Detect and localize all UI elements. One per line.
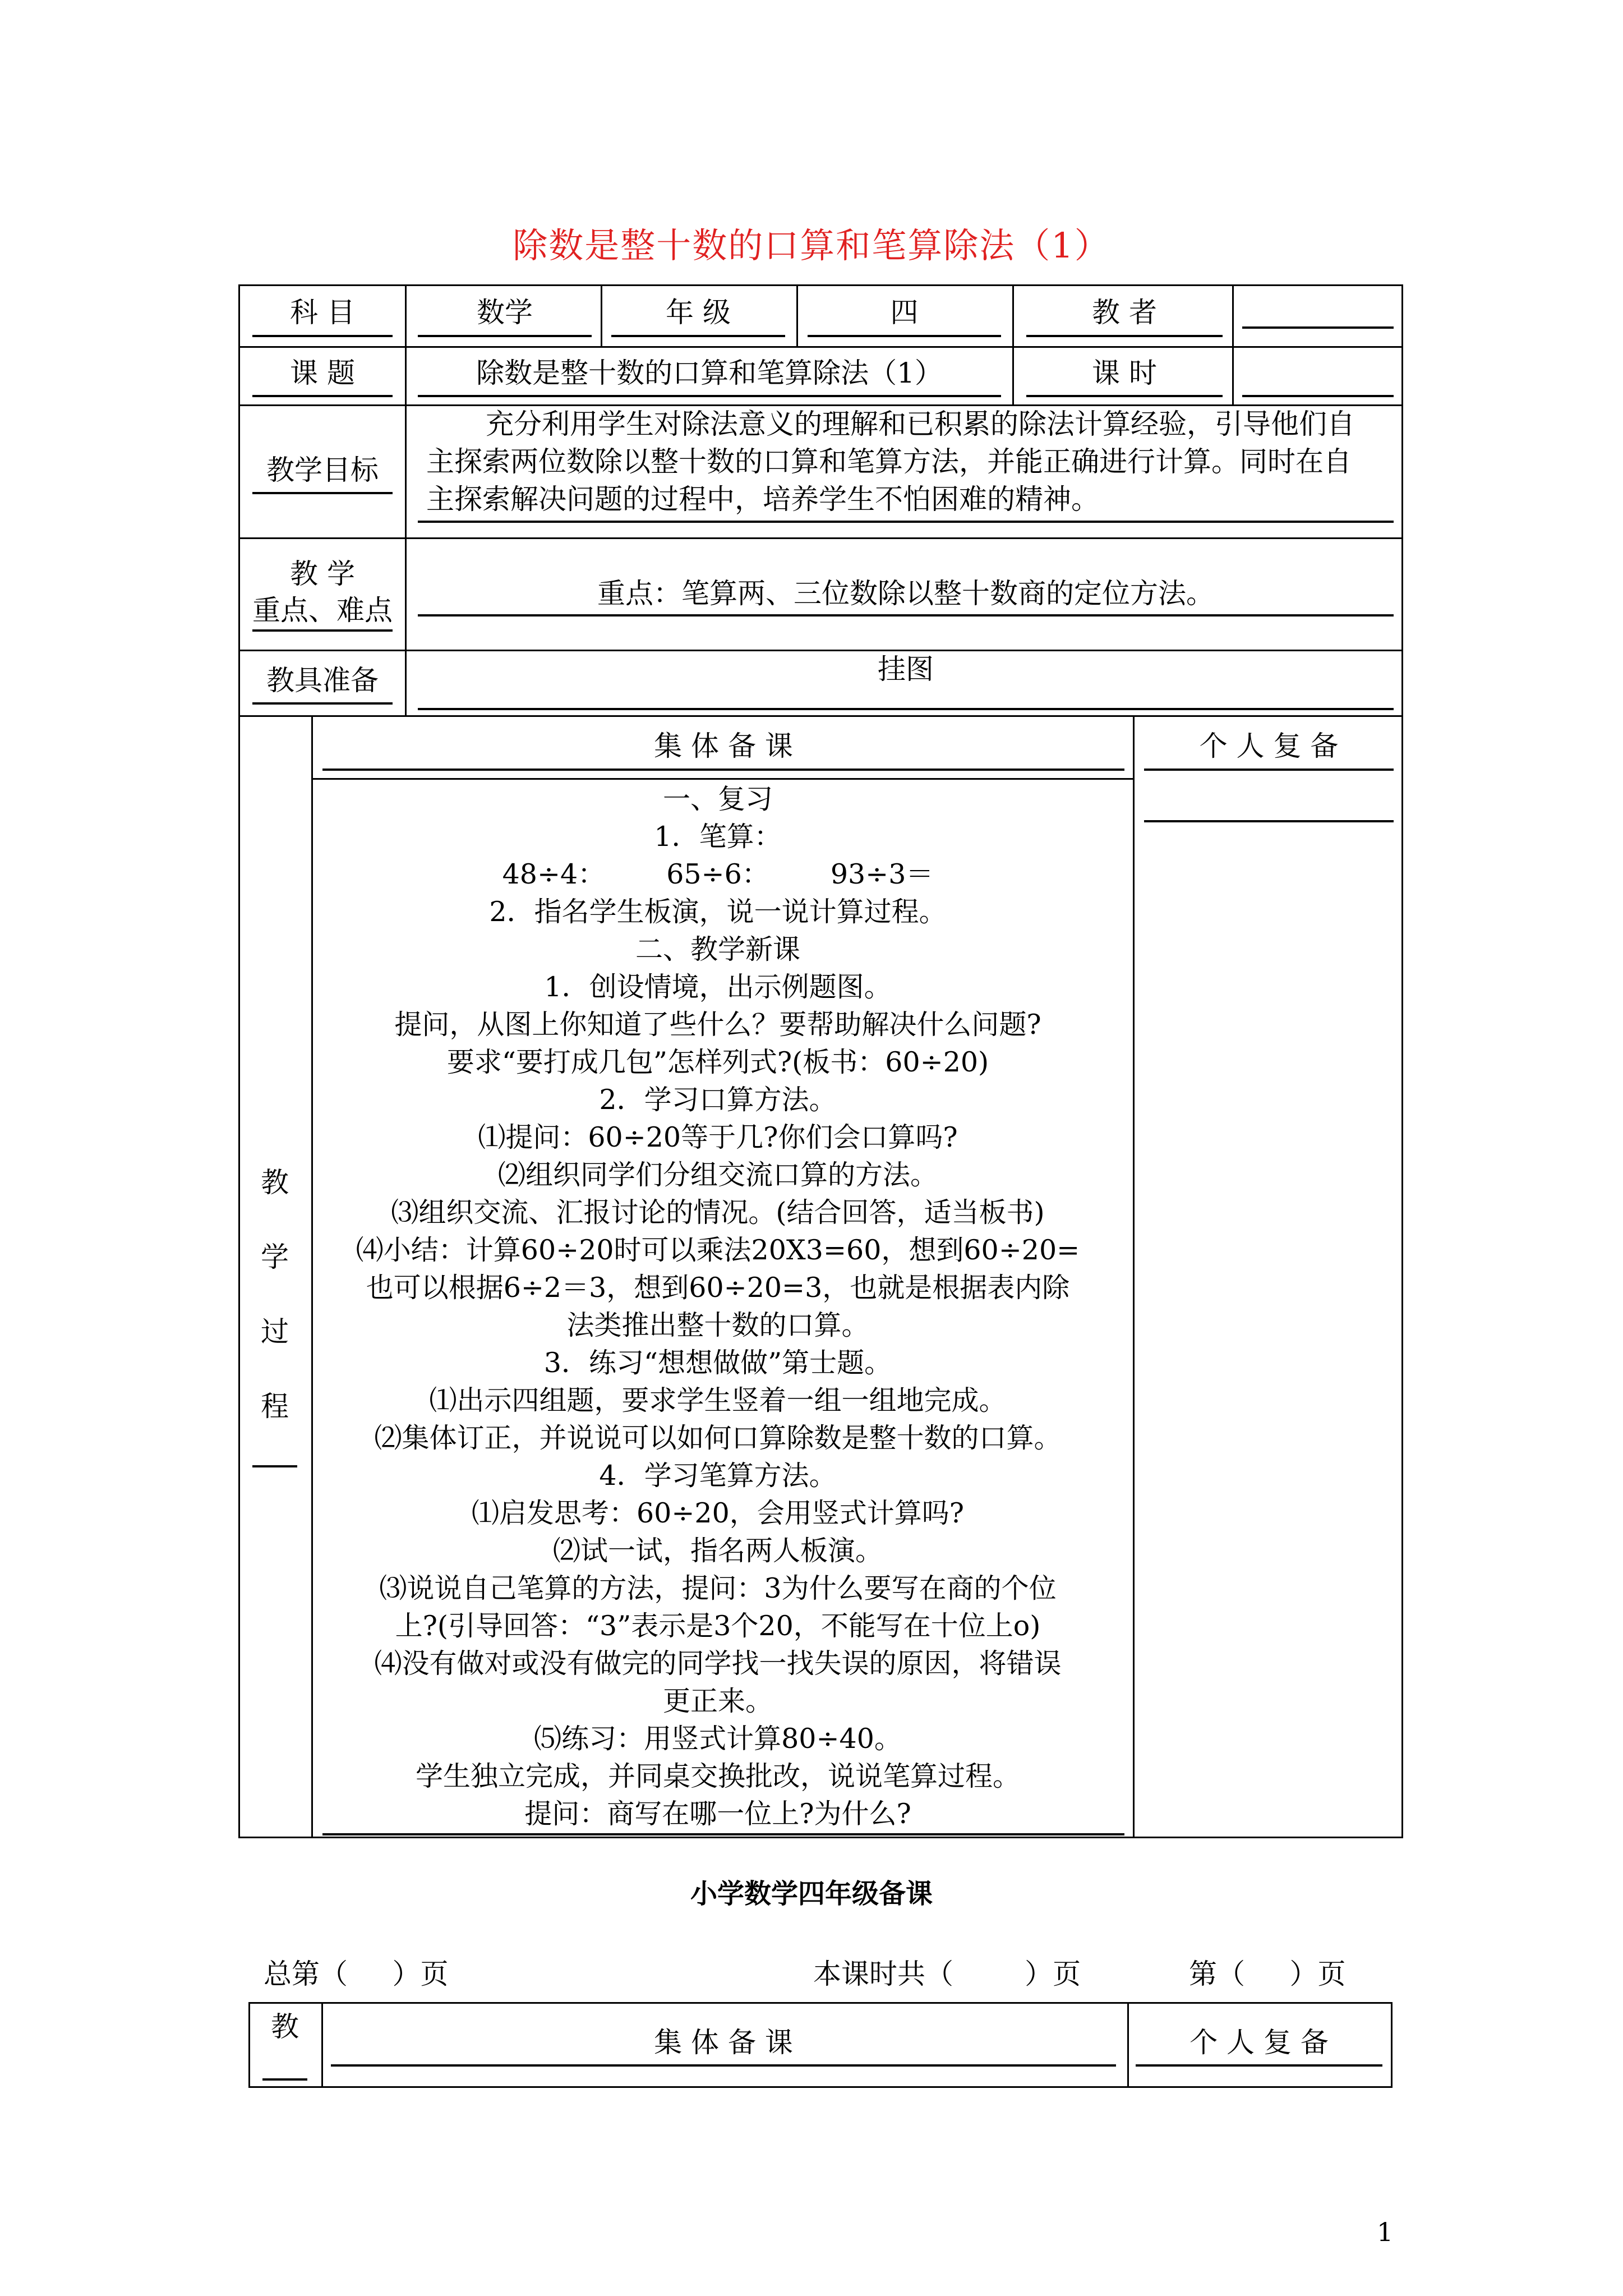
process-line: ⑵试一试，指名两人板演。 [552,1535,883,1567]
personal-header: 个 人 复 备 [1199,730,1339,762]
row-divider [238,715,1403,717]
key-points-label-line1: 教 学 [290,558,355,590]
cell-divider [796,284,798,346]
process-line: 1．笔算： [654,821,782,853]
cell-divider [601,284,602,346]
row-divider [238,537,1403,539]
grade-label: 年 级 [666,296,731,329]
process-line: ⑷没有做对或没有做完的同学找一找失误的原因，将错误 [374,1648,1062,1680]
process-line: 一、复习 [662,783,773,815]
subject-label: 科 目 [290,296,355,329]
underline [252,395,393,397]
key-points-text: 重点：笔算两、三位数除以整十数商的定位方法。 [597,577,1214,610]
underline [322,769,1124,771]
topic-label: 课 题 [290,357,355,389]
process-line: ⑵组织同学们分组交流口算的方法。 [497,1159,938,1191]
process-line: ⑶组织交流、汇报讨论的情况。(结合回答，适当板书) [391,1197,1045,1228]
process-line: 上?(引导回答：“3”表示是3个20，不能写在十位上o) [395,1610,1041,1642]
underline [252,335,393,337]
process-line: 二、教学新课 [635,933,800,965]
process-line: 2．学习口算方法。 [599,1084,837,1116]
personal-column-divider [1133,715,1135,1837]
table-border-left [238,284,240,1838]
underline [322,1833,1124,1835]
page-title: 除数是整十数的口算和笔算除法（1） [513,225,1110,266]
process-side-divider [311,715,313,1837]
page-number: 1 [1377,2217,1394,2247]
period-pages: 本课时共（ ）页 [813,1958,1081,1990]
table-border-top [248,2002,1393,2004]
underline [1026,335,1223,337]
underline [331,2064,1116,2067]
process-side-char: 过 [261,1315,289,1348]
table-border-right [1401,284,1403,1838]
total-pages: 总第（ ）页 [264,1958,449,1990]
cell-divider [1232,284,1234,404]
goals-label: 教学目标 [266,454,379,486]
continuation-side-label: 教 [271,2010,299,2043]
process-header-divider [311,778,1133,780]
footer-caption: 小学数学四年级备课 [690,1878,933,1910]
goals-line: 主探索解决问题的过程中，培养学生不怕困难的精神。 [426,483,1099,516]
process-line: 法类推出整十数的口算。 [566,1309,869,1341]
goals-line: 主探索两位数除以整十数的口算和笔算方法，并能正确进行计算。同时在自 [426,445,1352,478]
cell-divider [321,2002,323,2088]
process-line: 提问：商写在哪一位上?为什么? [524,1798,911,1830]
period-value-blank [1242,395,1394,397]
table-border-bottom [248,2086,1393,2088]
tools-label: 教具准备 [266,664,379,697]
process-side-char: 程 [261,1390,289,1423]
process-line: ⑶说说自己笔算的方法，提问：3为什么要写在商的个位 [379,1572,1057,1604]
key-points-label-line2: 重点、难点 [252,594,393,627]
underline [418,395,1001,397]
process-line: 2．指名学生板演，说一说计算过程。 [489,896,947,928]
subject-value: 数学 [477,296,533,329]
underline [611,335,785,337]
process-line: 要求“要打成几包”怎样列式?(板书：60÷20) [446,1046,989,1078]
table-border-top [238,284,1403,286]
underline [1026,395,1223,397]
cell-divider [1127,2002,1129,2088]
topic-value: 除数是整十数的口算和笔算除法（1） [476,357,943,389]
process-line: 1．创设情境，出示例题图。 [544,971,892,1003]
underline [252,629,393,632]
process-side-char: 教 [261,1166,289,1199]
process-side-char: 学 [261,1241,289,1273]
process-line: 学生独立完成，并同桌交换批改，说说笔算过程。 [415,1760,1020,1792]
underline [418,521,1394,523]
underline [418,614,1394,616]
process-line: 更正来。 [662,1685,773,1717]
underline [1144,769,1394,771]
collective-header: 集 体 备 课 [654,730,793,762]
row-divider [238,346,1403,348]
grade-value: 四 [890,296,919,329]
process-line: ⑷小结：计算60÷20时可以乘法20X3=60，想到60÷20= [356,1234,1080,1266]
underline [252,702,393,705]
page-counter: 第（ ）页 [1189,1958,1346,1990]
teacher-value-blank [1242,326,1394,329]
process-line: 48÷4： 65÷6： 93÷3＝ [502,858,934,890]
teacher-label: 教 者 [1092,296,1157,329]
label-column-divider [405,284,407,715]
underline [252,1465,297,1467]
process-line: 提问，从图上你知道了些什么？要帮助解决什么问题? [394,1009,1041,1041]
underline [808,335,1001,337]
underline [1136,2064,1382,2067]
process-line: 3．练习“想想做做”第士题。 [543,1347,892,1379]
table-border-right [1391,2002,1393,2088]
continuation-collective-header: 集 体 备 课 [654,2026,793,2059]
process-line: ⑸练习：用竖式计算80÷40。 [534,1723,902,1755]
underline [262,2078,307,2081]
continuation-personal-header: 个 人 复 备 [1189,2026,1329,2059]
underline [252,492,393,494]
table-border-bottom [238,1837,1403,1838]
cell-divider [1012,284,1014,404]
process-line: ⑴提问：60÷20等于几?你们会口算吗? [478,1121,958,1153]
process-line: 也可以根据6÷2＝3，想到60÷20=3，也就是根据表内除 [366,1272,1070,1304]
period-label: 课 时 [1092,357,1157,389]
personal-blank-line [1144,820,1394,822]
process-line: ⑵集体订正，并说说可以如何口算除数是整十数的口算。 [374,1422,1062,1454]
goals-line: 充分利用学生对除法意义的理解和已积累的除法计算经验，引导他们自 [486,408,1355,440]
underline [418,335,592,337]
tools-text: 挂图 [878,653,934,685]
underline [418,708,1394,710]
process-line: ⑴启发思考：60÷20，会用竖式计算吗? [471,1497,965,1529]
process-line: 4．学习笔算方法。 [599,1460,837,1492]
process-line: ⑴出示四组题，要求学生竖着一组一组地完成。 [429,1384,1007,1416]
